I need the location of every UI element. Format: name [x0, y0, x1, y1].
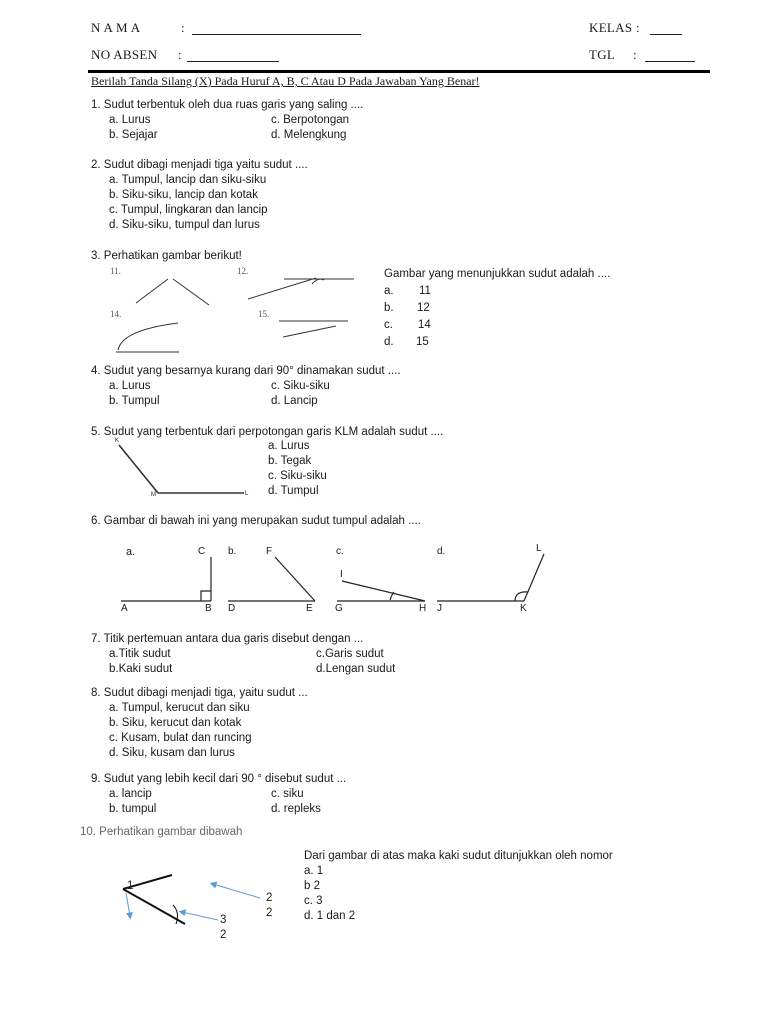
- q10-fig-label-2b: 2: [266, 907, 273, 919]
- q7-option-c[interactable]: c.Garis sudut: [316, 648, 384, 660]
- q9-option-d[interactable]: d. repleks: [271, 803, 321, 815]
- q6-question: 6. Gambar di bawah ini yang merupakan sudut tumpul adalah ....: [91, 515, 421, 527]
- q6-point-h: H: [419, 603, 427, 614]
- q2-option-d[interactable]: d. Siku-siku, tumpul dan lurus: [109, 219, 260, 231]
- q10-option-c[interactable]: c. 3: [304, 895, 323, 907]
- q9-option-b[interactable]: b. tumpul: [109, 803, 157, 815]
- q6-point-a: A: [121, 603, 128, 614]
- q6-option-b[interactable]: b.: [228, 546, 237, 557]
- no-absen-label: NO ABSEN: [91, 47, 158, 62]
- q2-option-a[interactable]: a. Tumpul, lancip dan siku-siku: [109, 174, 267, 186]
- q10-option-a[interactable]: a. 1: [304, 865, 324, 877]
- q6-option-a[interactable]: a.: [126, 546, 136, 558]
- q10-fig-label-2c: 2: [220, 929, 227, 941]
- q3-option-a-letter[interactable]: a.: [384, 285, 394, 297]
- instruction: Berilah Tanda Silang (X) Pada Huruf A, B, C Atau D Pada Jawaban Yang Benar!: [91, 74, 480, 88]
- q3-option-c-value[interactable]: 14: [418, 319, 431, 331]
- q3-question: 3. Perhatikan gambar berikut!: [91, 250, 242, 262]
- q3-option-b-letter[interactable]: b.: [384, 302, 394, 314]
- q9-question: 9. Sudut yang lebih kecil dari 90 ° disebut sudut ...: [91, 773, 347, 785]
- q6-point-d: D: [228, 603, 236, 614]
- q1-option-d[interactable]: d. Melengkung: [271, 129, 347, 141]
- q6-point-k: K: [520, 603, 527, 614]
- q4-option-c[interactable]: c. Siku-siku: [271, 380, 330, 392]
- q10-question: 10. Perhatikan gambar dibawah: [80, 826, 243, 838]
- q1-option-b[interactable]: b. Sejajar: [109, 129, 158, 141]
- q3-option-a-value[interactable]: 11: [419, 285, 431, 297]
- q8-option-a[interactable]: a. Tumpul, kerucut dan siku: [109, 702, 250, 714]
- q10-option-d[interactable]: d. 1 dan 2: [304, 910, 356, 922]
- q6-point-j: J: [437, 603, 442, 614]
- q6-point-c: C: [198, 546, 206, 557]
- q6-option-d[interactable]: d.: [437, 546, 446, 557]
- q7-option-d[interactable]: d.Lengan sudut: [316, 663, 396, 675]
- q10-angle-arc: [173, 905, 177, 924]
- q6-point-l: L: [536, 543, 542, 554]
- q2-question: 2. Sudut dibagi menjadi tiga yaitu sudut ....: [91, 159, 308, 171]
- q6-point-b: B: [205, 603, 212, 614]
- q10-fig-label-2a: 2: [266, 892, 273, 904]
- q3-option-b-value[interactable]: 12: [417, 302, 430, 314]
- q8-option-d[interactable]: d. Siku, kusam dan lurus: [109, 747, 235, 759]
- q8-option-b[interactable]: b. Siku, kerucut dan kotak: [109, 717, 242, 729]
- q1-option-c[interactable]: c. Berpotongan: [271, 114, 350, 126]
- q5-point-k: K: [115, 438, 120, 444]
- q10-option-b[interactable]: b 2: [304, 880, 320, 892]
- q3-fig-label-12: 12.: [237, 266, 249, 276]
- q10-arrow-2: [213, 884, 260, 898]
- q7-question: 7. Titik pertemuan antara dua garis disebut dengan ...: [91, 633, 364, 645]
- q10-fig-label-3: 3: [220, 914, 227, 926]
- q1-question: 1. Sudut terbentuk oleh dua ruas garis yang saling ....: [91, 99, 364, 111]
- kelas-label: KELAS :: [589, 20, 640, 35]
- q4-option-b[interactable]: b. Tumpul: [109, 395, 160, 407]
- q6-option-c[interactable]: c.: [336, 546, 344, 557]
- q4-option-a[interactable]: a. Lurus: [109, 380, 151, 392]
- q7-option-b[interactable]: b.Kaki sudut: [109, 663, 173, 675]
- q6-point-e: E: [306, 603, 313, 614]
- q8-option-c[interactable]: c. Kusam, bulat dan runcing: [109, 732, 252, 744]
- q10-prompt: Dari gambar di atas maka kaki sudut ditunjukkan oleh nomor: [304, 850, 613, 862]
- q3-option-d-letter[interactable]: d.: [384, 336, 394, 348]
- q5-option-d[interactable]: d. Tumpul: [268, 485, 319, 497]
- q9-option-a[interactable]: a. lancip: [109, 788, 152, 800]
- q4-question: 4. Sudut yang besarnya kurang dari 90° dinamakan sudut ....: [91, 365, 401, 377]
- q6-point-g: G: [335, 603, 343, 614]
- q2-option-b[interactable]: b. Siku-siku, lancip dan kotak: [109, 189, 258, 201]
- q5-point-l: L: [245, 491, 249, 497]
- q2-option-c[interactable]: c. Tumpul, lingkaran dan lancip: [109, 204, 268, 216]
- q7-option-a[interactable]: a.Titik sudut: [109, 648, 171, 660]
- q10-fig-label-1: 1: [127, 880, 134, 892]
- q3-option-c-letter[interactable]: c.: [384, 319, 393, 331]
- nama-colon: :: [181, 20, 185, 35]
- tgl-colon: :: [633, 47, 637, 62]
- q3-fig-label-14: 14.: [110, 309, 122, 319]
- q3-prompt: Gambar yang menunjukkan sudut adalah ....: [384, 268, 611, 280]
- q6-point-i: I: [340, 569, 343, 580]
- q10-lower-ray: [123, 889, 185, 924]
- tgl-label: TGL: [589, 47, 616, 62]
- q5-option-a[interactable]: a. Lurus: [268, 440, 310, 452]
- q10-arrow-3: [182, 912, 218, 920]
- no-absen-colon: :: [178, 47, 182, 62]
- nama-label: N A M A: [91, 20, 141, 35]
- q5-option-c[interactable]: c. Siku-siku: [268, 470, 327, 482]
- q4-option-d[interactable]: d. Lancip: [271, 395, 318, 407]
- q5-option-b[interactable]: b. Tegak: [268, 455, 312, 467]
- q6-point-f: F: [266, 546, 273, 557]
- q1-option-a[interactable]: a. Lurus: [109, 114, 151, 126]
- q5-point-m: M: [151, 492, 156, 498]
- q3-fig-label-15: 15.: [258, 309, 270, 319]
- q5-question: 5. Sudut yang terbentuk dari perpotongan garis KLM adalah sudut ....: [91, 426, 444, 438]
- q3-option-d-value[interactable]: 15: [416, 336, 429, 348]
- q10-arrow-1: [126, 893, 130, 916]
- q3-fig-label-11: 11.: [110, 266, 121, 276]
- q9-option-c[interactable]: c. siku: [271, 788, 304, 800]
- q8-question: 8. Sudut dibagi menjadi tiga, yaitu sudut ...: [91, 687, 308, 699]
